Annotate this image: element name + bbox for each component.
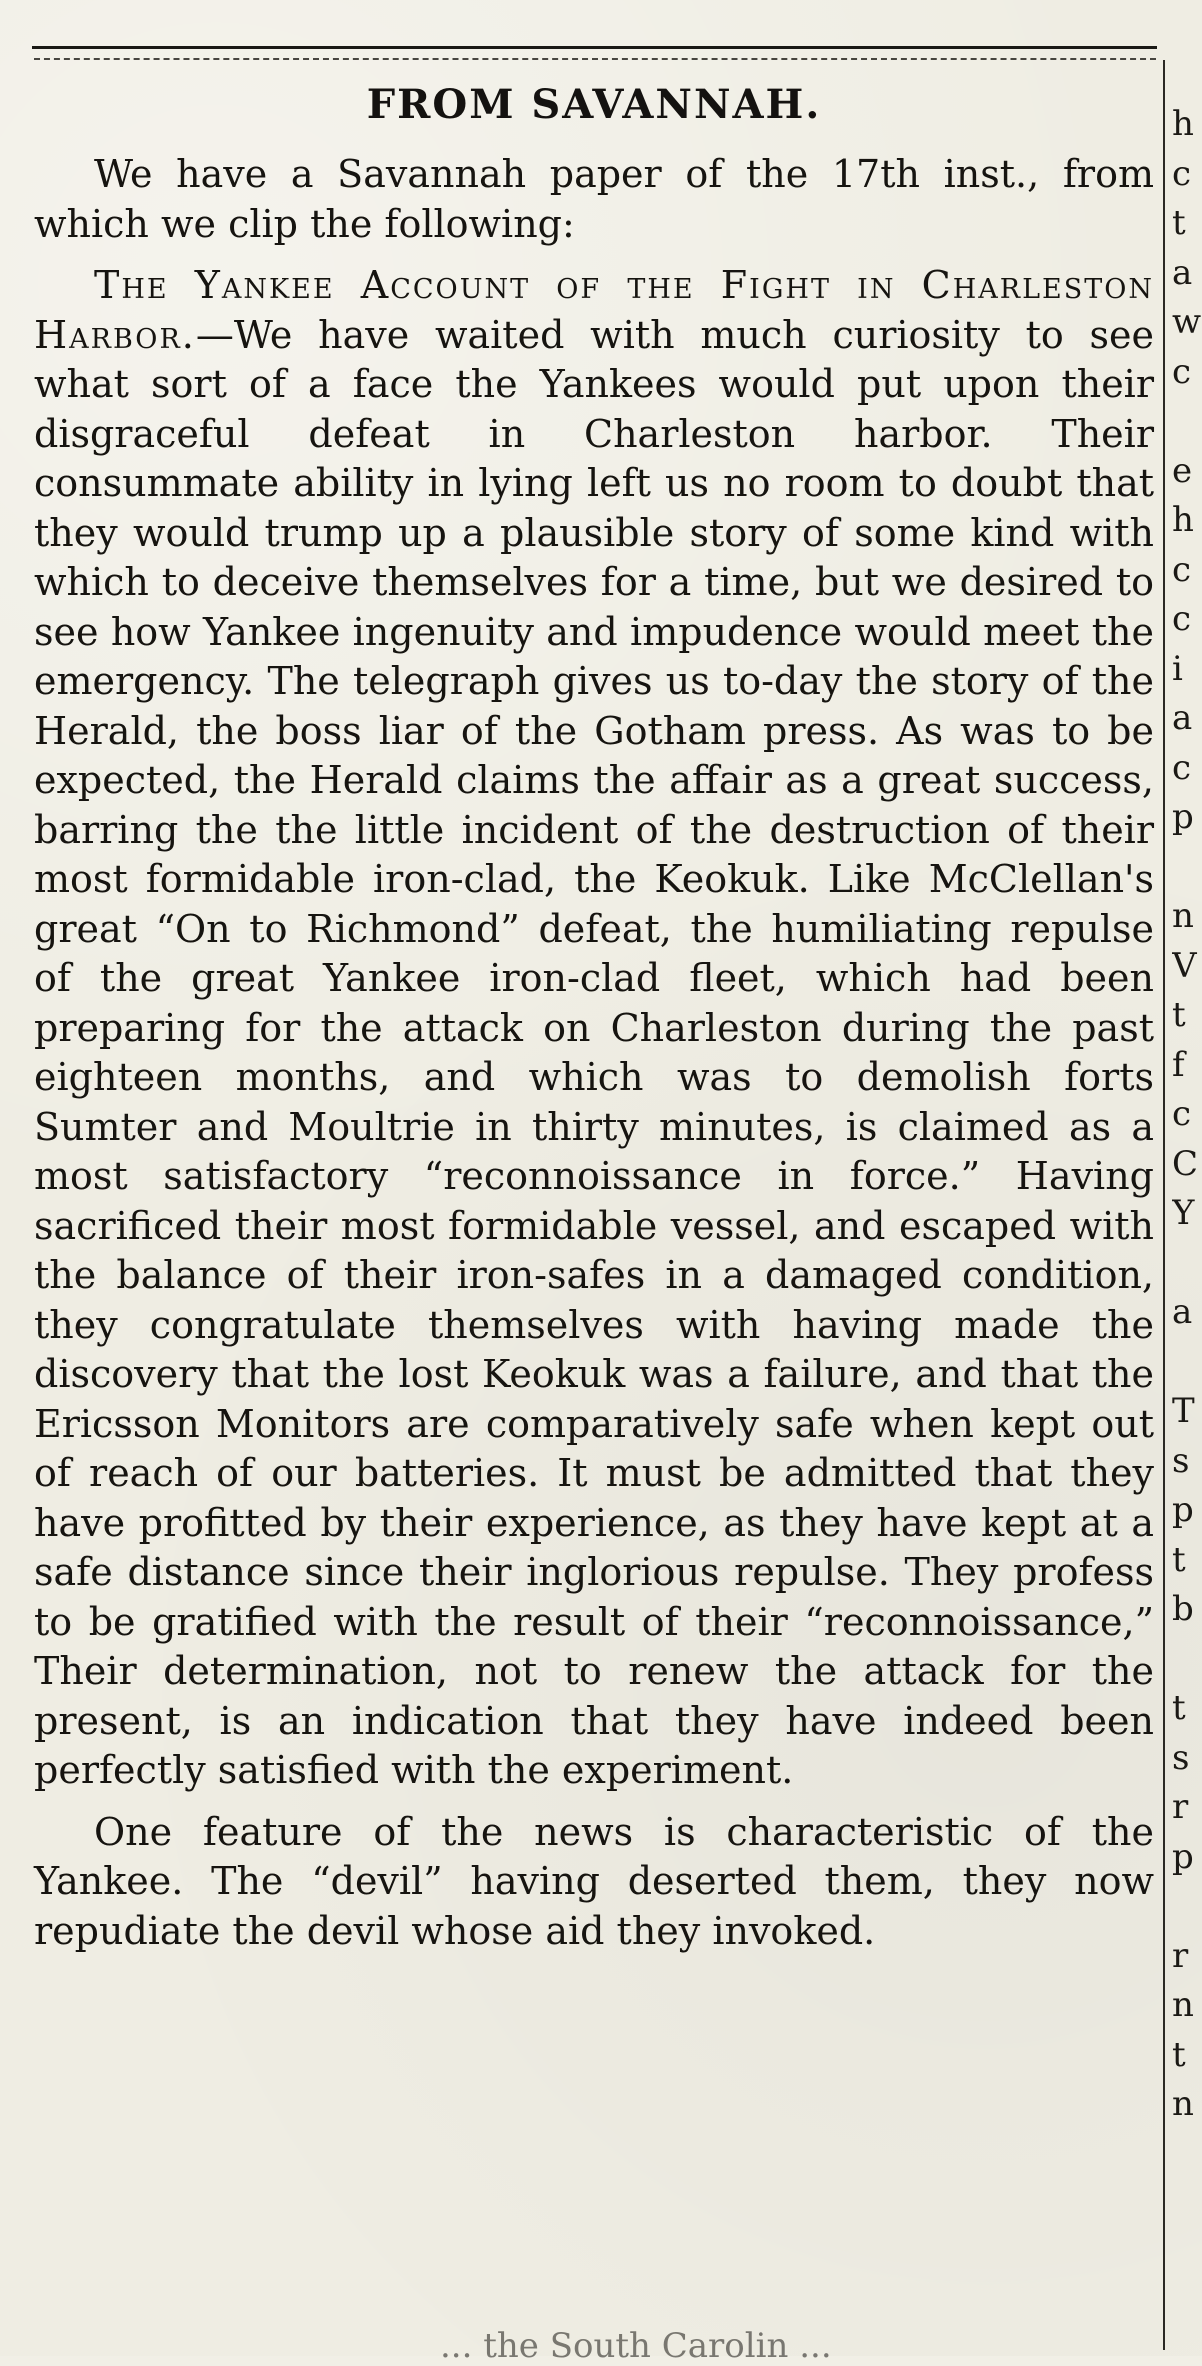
news-article: [34, 60, 1154, 1956]
article-paragraph-1: [34, 261, 1154, 1796]
paragraph-1-body: —We have waited with much curiosity to see what sort of a face the Yankees would put upon their disgraceful defeat in Charleston harbor. Their consummate ability in lying left us no room to doubt that they would trump up a plausible story of some kind with which to deceive themselves for a time, but we desired to see how Yankee ingenuity and impudence would meet the emergency. The telegraph gives us to-day the story of the Herald, the boss liar of the Gotham press. As was to be expected, the Herald claims the affair as a great success, barring the the little incident of the destruction of their most formidable iron-clad, the Keokuk. Like McClellan's great “On to Richmond” defeat, the humiliating repulse of the great Yankee iron-clad fleet, which had been preparing for the attack on Charleston during the past eighteen months, and which was to demolish forts Sumter and Moultrie in thirty minutes, is claimed as a most satisfactory “reconnoissance in force.” Having sacrificed their most formidable vessel, and escaped with the balance of their iron-safes in a damaged condition, they congratulate themselves with having made the discovery that the lost Keokuk was a failure, and that the Ericsson Monitors are comparatively safe when kept out of reach of our batteries. It must be admitted that they have profitted by their experience, as they have kept at a safe distance since their inglorious repulse. They profess to be gratified with the result of their “reconnoissance,” Their determination, not to renew the attack for the present, is an indication that they have indeed been perfectly satisfied with the experiment.: [34, 312, 1154, 1792]
adjacent-column-fragment: h c t a w c e h c c i a c p n V t f c C Y a T s p t b t s r p r n t n: [1172, 104, 1202, 2124]
cut-off-bottom-line: ... the South Carolin ...: [440, 2326, 832, 2366]
intro-text: We have a Savannah paper of the 17th inst., from which we clip the following:: [34, 152, 1154, 246]
paragraph-1-runin-heading: The Yankee Account of the Fight in Charleston Harbor.: [34, 263, 1154, 357]
column-divider: [1163, 60, 1165, 2350]
article-intro: [34, 150, 1154, 249]
top-column-rule: [32, 46, 1157, 49]
article-headline: FROM SAVANNAH.: [366, 81, 822, 128]
article-paragraph-2: One feature of the news is characteristic of the Yankee. The “devil” having deserted them, they now repudiate the devil whose aid they invoked.: [34, 1809, 1154, 1953]
